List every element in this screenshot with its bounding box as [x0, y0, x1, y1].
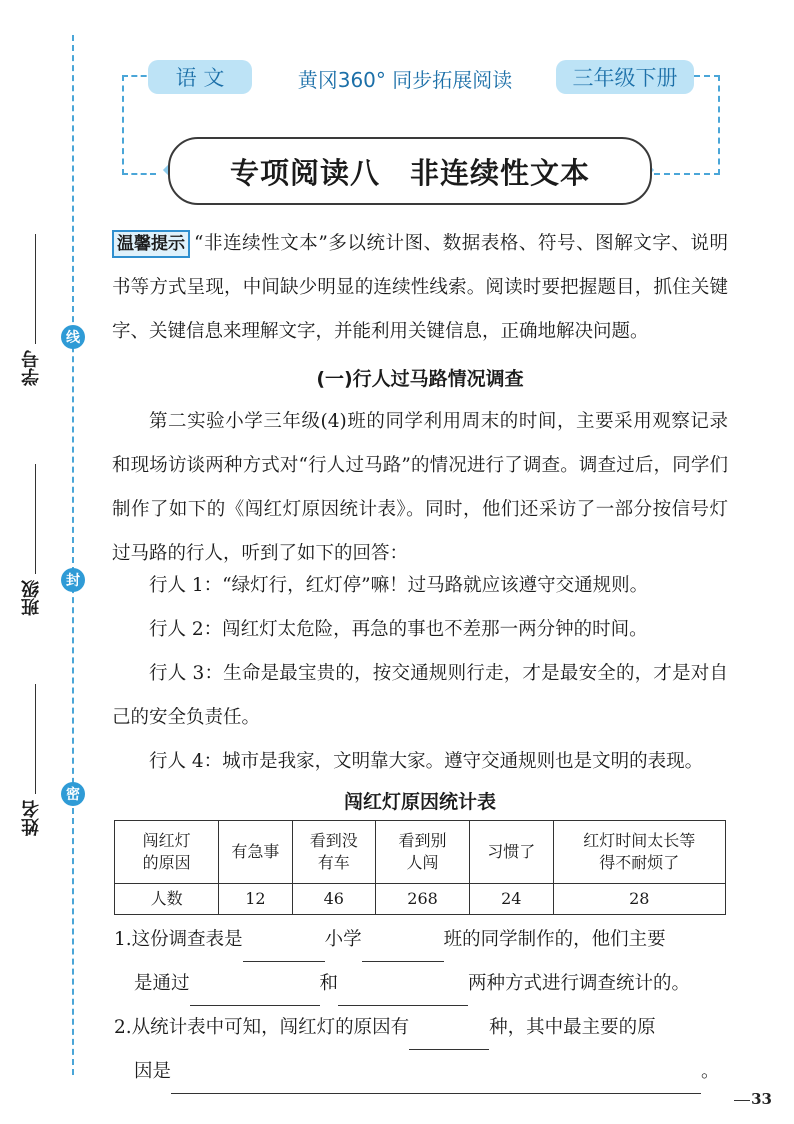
- table-row: [115, 884, 726, 915]
- table-cell: 24: [470, 884, 554, 915]
- binding-circle-feng: 封: [61, 568, 85, 592]
- table-caption: 闯红灯原因统计表: [343, 791, 496, 813]
- name-line[interactable]: [35, 684, 36, 794]
- table-header-cell: 红灯时间太长等得不耐烦了: [553, 821, 725, 884]
- class-line[interactable]: [35, 464, 36, 574]
- table-header-cell: 闯红灯的原因: [115, 821, 219, 884]
- question-1: 1.这份调查表是 小学 班的同学制作的，他们主要 是通过 和 两种方式进行调查统计的。: [114, 918, 734, 1006]
- pedestrian-3: 行人 3：生命是最宝贵的，按交通规则行走，才是最安全的，才是对自己的安全负责任。: [112, 663, 728, 728]
- table-header-cell: 有急事: [219, 821, 292, 884]
- answer-blank-method-2[interactable]: [338, 979, 468, 1006]
- binding-circle-mi: 密: [61, 782, 85, 806]
- name-field: [14, 680, 50, 836]
- intro-paragraph: 第二实验小学三年级(4)班的同学利用周末的时间，主要采用观察记录和现场访谈两种方式对“行人过马路”的情况进行了调查。调查过后，同学们制作了如下的《闯红灯原因统计表》。同时，他们还采访了一部分按信号灯过马路的行人，听到了如下的回答：: [112, 411, 728, 564]
- table-cell: 28: [553, 884, 725, 915]
- student-id-label: 学号: [21, 350, 42, 386]
- table-header-row: [115, 821, 726, 884]
- table-header-cell: 习惯了: [470, 821, 554, 884]
- page-number-rule: [734, 1100, 750, 1101]
- pedestrian-2: 行人 2：闯红灯太危险，再急的事也不差那一两分钟的时间。: [149, 619, 648, 640]
- table-cell: 46: [292, 884, 376, 915]
- table-header-cell: 看到没有车: [292, 821, 376, 884]
- class-label: 班级: [21, 580, 42, 616]
- table-row-label: 人数: [115, 884, 219, 915]
- page-number: 33: [751, 1090, 772, 1108]
- table-header-cell: 看到别人闯: [376, 821, 470, 884]
- name-label: 姓名: [21, 800, 42, 836]
- table-cell: 12: [219, 884, 292, 915]
- section-title: (一)行人过马路情况调查: [316, 368, 524, 390]
- binding-circle-xian: 线: [61, 325, 85, 349]
- answer-blank-method-1[interactable]: [190, 979, 320, 1006]
- tip-label: 温馨提示: [112, 230, 190, 258]
- grade-badge: 三年级下册: [556, 60, 694, 94]
- answer-blank-class[interactable]: [362, 935, 444, 962]
- student-id-field: [14, 230, 50, 386]
- answer-blank-school[interactable]: [243, 935, 325, 962]
- statistics-table: [114, 820, 726, 915]
- table-cell: 268: [376, 884, 470, 915]
- tip-paragraph: [112, 222, 728, 354]
- tip-text: “非连续性文本”多以统计图、数据表格、符号、图解文字、说明书等方式呈现，中间缺少明显的连续性线索。阅读时要把握题目，抓住关键字、关键信息来理解文字，并能利用关键信息，正确地解决问题。: [112, 233, 728, 342]
- series-title: 黄冈360° 同步拓展阅读: [297, 68, 513, 92]
- pedestrian-1: 行人 1：“绿灯行，红灯停”嘛！过马路就应该遵守交通规则。: [149, 575, 649, 596]
- class-field: [14, 460, 50, 616]
- answer-blank-count[interactable]: [409, 1023, 489, 1050]
- answer-blank-main-reason[interactable]: [171, 1067, 701, 1094]
- page-title: 专项阅读八 非连续性文本: [168, 137, 652, 205]
- subject-badge: 语 文: [148, 60, 252, 94]
- pedestrian-4: 行人 4：城市是我家，文明靠大家。遵守交通规则也是文明的表现。: [149, 751, 704, 772]
- binding-dashed-line: [72, 35, 74, 1075]
- student-id-line[interactable]: [35, 234, 36, 344]
- question-2: 2.从统计表中可知，闯红灯的原因有 种，其中最主要的原 因是 。: [114, 1006, 734, 1094]
